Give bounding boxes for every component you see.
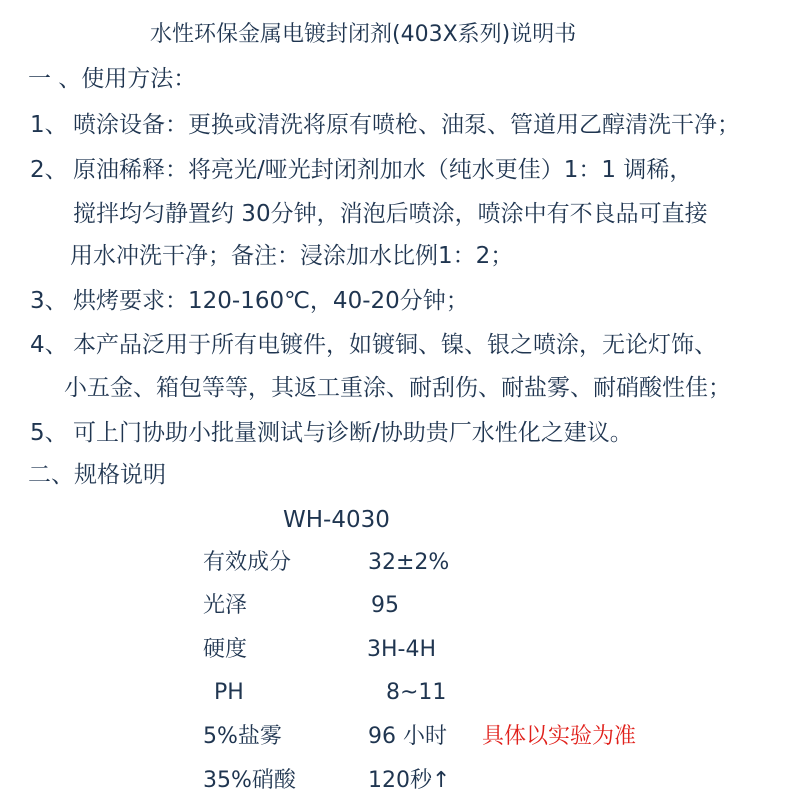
spec-name: 有效成分 [203,550,292,575]
spec-name: 5%盐雾 [203,724,282,749]
spec-value: 120秒↑ [368,768,451,793]
usage-item-5-num: 5、 [30,420,68,446]
spec-value: 32±2% [368,550,450,575]
usage-item-1-text: 喷涂设备：更换或清洗将原有喷枪、油泵、管道用乙醇清洗干净； [73,112,740,138]
spec-value: 8~11 [386,680,447,705]
spec-value: 95 [371,593,399,618]
section-heading-specs: 二、规格说明 [28,462,166,488]
usage-item-4-num: 4、 [30,332,68,358]
spec-note: 具体以实验为准 [482,724,637,749]
usage-item-2-num: 2、 [30,157,68,183]
usage-item-2-cont-2: 用水冲洗干净；备注：浸涂加水比例1：2； [70,243,514,269]
spec-name: 硬度 [203,637,248,662]
section-heading-usage: 一 、使用方法： [28,66,197,92]
usage-item-1-num: 1、 [30,112,68,138]
spec-name: 光泽 [203,593,248,618]
document-title: 水性环保金属电镀封闭剂(403X系列)说明书 [150,22,577,47]
spec-name: PH [214,680,244,705]
usage-item-2-cont-1: 搅拌均匀静置约 30分钟，消泡后喷涂，喷涂中有不良品可直接 [73,201,708,227]
usage-item-2-text: 原油稀释：将亮光/哑光封闭剂加水（纯水更佳）1：1 调稀， [73,157,693,183]
usage-item-4-cont: 小五金、箱包等等，其返工重涂、耐刮伤、耐盐雾、耐硝酸性佳； [64,375,731,401]
product-model: WH-4030 [283,507,390,533]
spec-value: 3H-4H [367,637,437,662]
usage-item-3-text: 烘烤要求：120-160℃，40-20分钟； [73,288,469,314]
spec-name: 35%硝酸 [203,768,296,793]
usage-item-3-num: 3、 [30,288,68,314]
usage-item-4-text: 本产品泛用于所有电镀件，如镀铜、镍、银之喷涂，无论灯饰、 [73,332,717,358]
spec-value: 96 小时 [368,724,447,749]
usage-item-5-text: 可上门协助小批量测试与诊断/协助贵厂水性化之建议。 [73,420,633,446]
